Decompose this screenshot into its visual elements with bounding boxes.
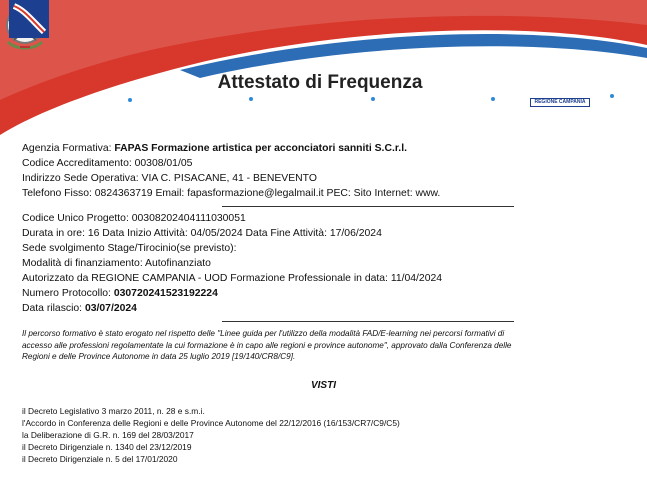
agenzia-label: Agenzia Formativa: [22, 143, 112, 154]
visti-item: il Decreto Dirigenziale n. 1340 del 23/12/2019 [22, 442, 192, 452]
fad-note [22, 328, 622, 363]
visti-item: il Decreto Dirigenziale n. 5 del 17/01/2020 [22, 454, 178, 464]
fad-note-line-1: Il percorso formativo è stato erogato nel rispetto delle "Linee guida per l'utilizzo della modalità FAD/E-learning nei percorsi formativi di [22, 329, 505, 338]
accreditamento-line: Codice Accreditamento: 00308/01/05 [22, 158, 193, 169]
modalita-line: Modalità di finanziamento: Autofinanziato [22, 258, 211, 269]
agenzia-line [22, 142, 407, 155]
rilascio-line [22, 302, 137, 315]
rilascio-value: 03/07/2024 [84, 303, 137, 314]
indirizzo-line: Indirizzo Sede Operativa: VIA C. PISACANE, 41 - BENEVENTO [22, 173, 317, 184]
header-wave-decoration [0, 0, 647, 140]
rilascio-label: Data rilascio: [22, 303, 83, 314]
regione-campania-logo-icon [0, 0, 58, 52]
durata-line: Durata in ore: 16 Data Inizio Attività: 04/05/2024 Data Fine Attività: 17/06/2024 [22, 228, 382, 239]
fad-note-line-2: accesso alle professioni regolamentate la cui formazione è in capo alle regioni e province autonome", approvato dalla Conferenza delle [22, 340, 512, 350]
regione-logo-label: REGIONE CAMPANIA [530, 98, 590, 107]
protocollo-line [22, 287, 218, 300]
certificate-header [0, 0, 647, 140]
contatti-line: Telefono Fisso: 0824363719 Email: fapasformazione@legalmail.it PEC: Sito Internet: www. [22, 188, 441, 199]
protocollo-value: 030720241523192224 [113, 288, 218, 299]
visti-item: l'Accordo in Conferenza delle Regioni e delle Province Autonome del 22/12/2016 (16/153/CR7/C9/C5) [22, 418, 400, 428]
protocollo-label: Numero Protocollo: [22, 288, 111, 299]
divider-2 [222, 321, 514, 322]
agenzia-value: FAPAS Formazione artistica per acconciatori sanniti S.C.r.l. [114, 143, 407, 154]
certificate-title: Attestato di Frequenza [217, 72, 423, 93]
sede-stage-line: Sede svolgimento Stage/Tirocinio(se previsto): [22, 243, 237, 254]
codice-unico-line: Codice Unico Progetto: 00308202404111030051 [22, 213, 246, 224]
visti-item: il Decreto Legislativo 3 marzo 2011, n. 28 e s.m.i. [22, 406, 205, 416]
fad-note-line-3: Regioni e delle Province Autonome in data 25 luglio 2019 [19/140/CR8/C9]. [22, 352, 296, 361]
visti-item: la Deliberazione di G.R. n. 169 del 28/03/2017 [22, 430, 194, 440]
visti-heading: VISTI [310, 380, 336, 391]
autorizzato-line: Autorizzato da REGIONE CAMPANIA - UOD Formazione Professionale in data: 11/04/2024 [22, 273, 443, 284]
divider-1 [222, 206, 514, 207]
